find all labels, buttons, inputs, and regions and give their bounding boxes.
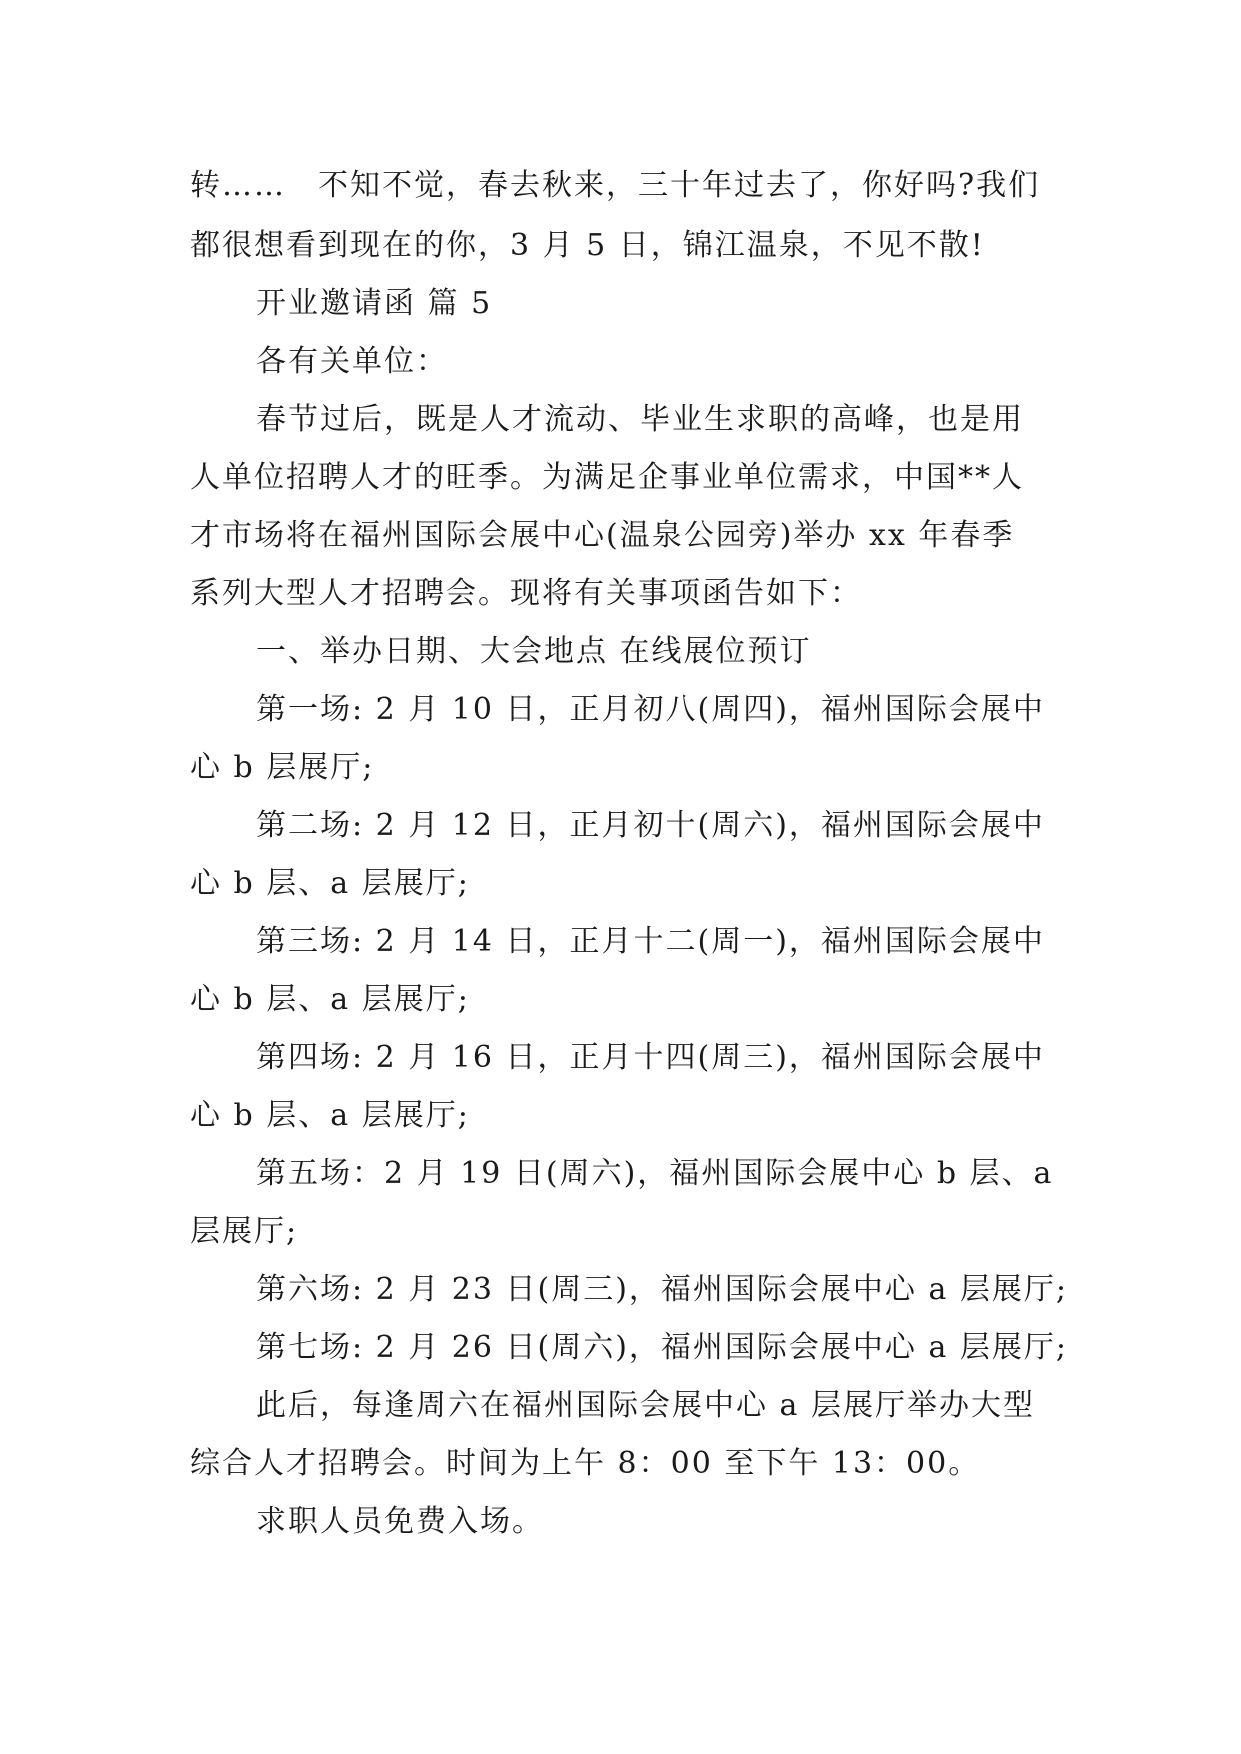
schedule-line: 第七场: 2 月 26 日(周六)，福州国际会展中心 a 层展厅; bbox=[256, 1330, 1068, 1365]
paragraph-line: 都很想看到现在的你，3 月 5 日，锦江温泉，不见不散! bbox=[190, 228, 985, 263]
list-heading: 一、举办日期、大会地点 在线展位预订 bbox=[256, 634, 812, 669]
paragraph-line: 人单位招聘人才的旺季。为满足企事业单位需求，中国**人 bbox=[190, 460, 1024, 495]
schedule-line: 心 b 层、a 层展厅; bbox=[190, 1098, 470, 1133]
paragraph-line: 求职人员免费入场。 bbox=[256, 1504, 544, 1539]
section-heading: 开业邀请函 篇 5 bbox=[256, 286, 493, 321]
schedule-line: 第一场: 2 月 10 日，正月初八(周四)，福州国际会展中 bbox=[256, 692, 1045, 727]
schedule-line: 第二场: 2 月 12 日，正月初十(周六)，福州国际会展中 bbox=[256, 808, 1045, 843]
schedule-line: 第五场：2 月 19 日(周六)，福州国际会展中心 b 层、a bbox=[256, 1156, 1054, 1191]
paragraph-line: 综合人才招聘会。时间为上午 8：00 至下午 13：00。 bbox=[190, 1446, 981, 1481]
schedule-line: 心 b 层、a 层展厅; bbox=[190, 866, 470, 901]
schedule-line: 心 b 层展厅; bbox=[190, 750, 375, 785]
paragraph-line: 才市场将在福州国际会展中心(温泉公园旁)举办 xx 年春季 bbox=[190, 518, 1015, 553]
schedule-line: 心 b 层、a 层展厅; bbox=[190, 982, 470, 1017]
schedule-line: 第六场: 2 月 23 日(周三)，福州国际会展中心 a 层展厅; bbox=[256, 1272, 1068, 1307]
paragraph-line: 此后，每逢周六在福州国际会展中心 a 层展厅举办大型 bbox=[256, 1388, 1035, 1423]
paragraph-line: 系列大型人才招聘会。现将有关事项函告如下： bbox=[190, 576, 862, 611]
paragraph-line: 转…… 不知不觉，春去秋来，三十年过去了，你好吗?我们 bbox=[190, 168, 1041, 203]
schedule-line: 第三场: 2 月 14 日，正月十二(周一)，福州国际会展中 bbox=[256, 924, 1045, 959]
paragraph-line: 春节过后，既是人才流动、毕业生求职的高峰，也是用 bbox=[256, 402, 1024, 437]
schedule-line: 层展厅; bbox=[190, 1214, 299, 1249]
schedule-line: 第四场: 2 月 16 日，正月十四(周三)，福州国际会展中 bbox=[256, 1040, 1045, 1075]
salutation: 各有关单位： bbox=[256, 344, 448, 379]
